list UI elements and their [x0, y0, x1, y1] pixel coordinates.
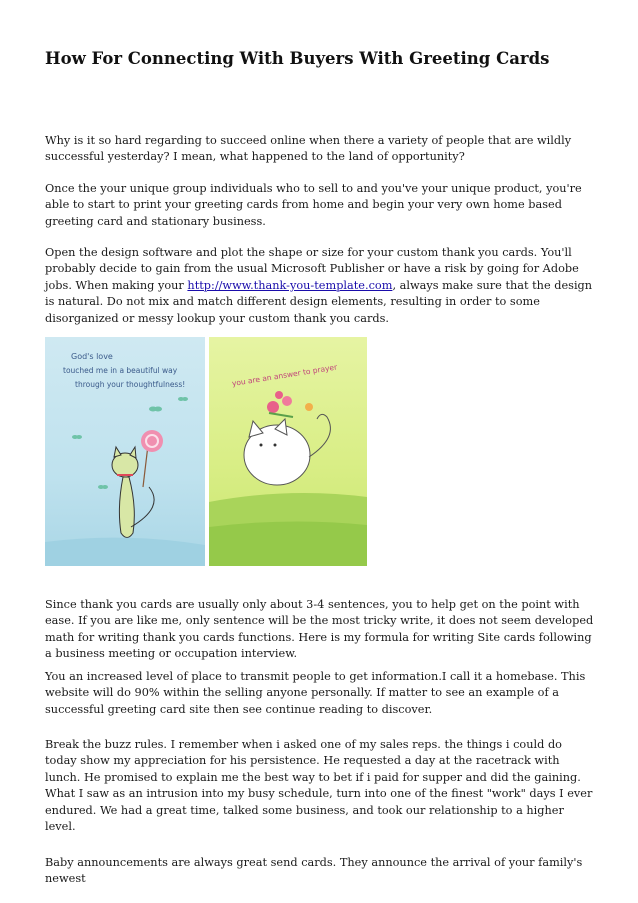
- document-title: How For Connecting With Buyers With Greeting Cards: [45, 49, 550, 68]
- cat-with-lollipop-illustration: [45, 337, 205, 566]
- cat-with-flowers-illustration: [209, 337, 367, 566]
- paragraph-3-text-end: , always make sure that the design is natural. Do not mix and match different design elements, resulting in order to some disorganized or messy lookup your custom thank you cards.: [45, 278, 593, 325]
- gods-love-card: [45, 337, 205, 566]
- right-card-text: you are an answer to prayer: [231, 362, 338, 388]
- greeting-cards-image: [45, 337, 367, 566]
- paragraph-6: Break the buzz rules. I remember when i asked one of my sales reps. the things i could do today show my appreciation for his persistence. He requested a day at the racetrack with lunch. He promised to explain me the best way to bet if i paid for supper and did the gaining. What I saw as an intrusion into my busy schedule, turn into one of the finest "work" days I ever endured. We had a great time, talked some business, and took our relationship to a higher level.: [45, 738, 593, 834]
- answer-to-prayer-card: [209, 337, 367, 566]
- left-card-line-3: through your thoughtfulness!: [75, 380, 186, 389]
- paragraph-4: Since thank you cards are usually only about 3-4 sentences, you to help get on the point with ease. If you are like me, only sentence will be the most tricky write, it does not seem developed math for writing thank you cards functions. Here is my formula for writing Site cards following a business meeting or occupation interview.: [45, 598, 594, 661]
- paragraph-7: Baby announcements are always great send cards. They announce the arrival of your family's newest: [45, 856, 583, 886]
- paragraph-5: You an increased level of place to transmit people to get information.I call it a homebase. This website will do 90% within the selling anyone personally. If matter to see an example of a successful greeting card site then see continue reading to discover.: [45, 670, 586, 716]
- paragraph-2: Once the your unique group individuals who to sell to and you've your unique product, you're able to start to print your greeting cards from home and begin your very own home based greeting card and stationary business.: [45, 182, 582, 228]
- paragraph-3: [45, 245, 597, 327]
- left-card-line-2: touched me in a beautiful way: [63, 366, 178, 375]
- paragraph-3-text-start: Open the design software and plot the shape or size for your custom thank you cards. You'll probably decide to gain from the usual Microsoft Publisher or have a risk by going for Adobe jobs. When making your: [45, 246, 579, 292]
- template-site-link[interactable]: http://www.thank-you-template.com: [187, 278, 393, 292]
- paragraph-1: Why is it so hard regarding to succeed online when there a variety of people that are wildly successful yesterday? I mean, what happened to the land of opportunity?: [45, 134, 572, 164]
- left-card-line-1: God's love: [71, 352, 113, 361]
